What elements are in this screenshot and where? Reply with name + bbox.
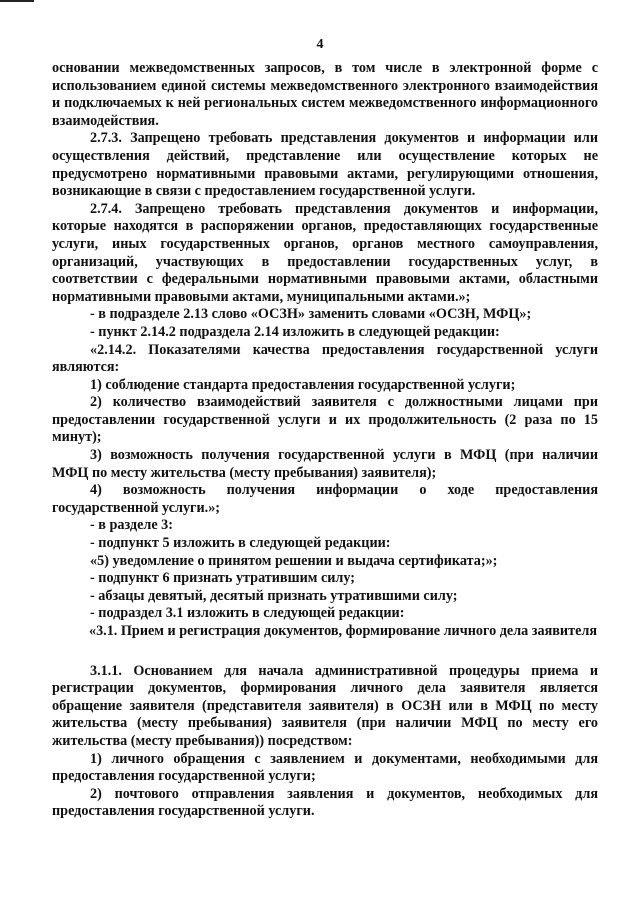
paragraph: - в подразделе 2.13 слово «ОСЗН» заменить словами «ОСЗН, МФЦ»; [90,306,532,323]
paragraph: основании межведомственных запросов, в том числе в электронной форме с использованием единой системы межведомственного электронного взаимодействия и подключаемых к ней региональных систем межведомственного информационного взаимодействия. [52,60,598,129]
paragraph: - в разделе 3: [90,517,174,534]
page-number: 4 [316,37,324,52]
paragraph: 4) возможность получения информации о ходе предоставления государственной услуги.»; [52,482,598,516]
paragraph: 2) количество взаимодействий заявителя с должностными лицами при предоставлении государственной услуги и их продолжительность (2 раза по 15 минут); [52,394,598,446]
paragraph: 1) личного обращения с заявлением и документами, необходимыми для предоставления государственной услуги; [52,750,598,785]
paragraph: - абзацы девятый, десятый признать утратившими силу; [90,587,458,604]
paragraph: 2.7.4. Запрещено требовать представления документов и информации, которые находятся в распоряжении органов, предоставляющих государственные услуги, иных государственных органов, органов местного самоуправления, организаций, участвующих в предоставлении государственных услуг, в соответствии с федеральными нормативными правовыми актами, областными нормативными правовыми актами, муниципальными актами.»; [52,200,598,305]
paragraph: 3.1.1. Основанием для начала административной процедуры приема и регистрации документов, формирования личного дела заявителя является обращение заявителя (представителя заявителя) в ОСЗН или в МФЦ по месту жительства (месту пребывания) заявителя (при наличии МФЦ по месту его жительства (месту пребывания)) посредством: [52,662,598,749]
section-heading: «3.1. Прием и регистрация документов, формирование личного дела заявителя [88,623,598,639]
paragraph: - пункт 2.14.2 подраздела 2.14 изложить в следующей редакции: [90,323,500,340]
paragraph: 2) почтового отправления заявления и документов, необходимых для предоставления государственной услуги. [52,785,598,820]
paragraph: 2.7.3. Запрещено требовать представления документов и информации или осуществления действий, представление или осуществление которых не предусмотрено нормативными правовыми актами, регулирующими отношения, возникающие в связи с предоставлением государственной услуги. [52,130,598,200]
paragraph: «5) уведомление о принятом решении и выдача сертификата;»; [90,552,498,569]
paragraph: - подраздел 3.1 изложить в следующей редакции: [90,605,405,622]
top-rule [0,0,34,2]
paragraph: «2.14.2. Показателями качества предоставления государственной услуги являются: [52,341,598,376]
paragraph: 3) возможность получения государственной услуги в МФЦ (при наличии МФЦ по месту жительства (месту пребывания) заявителя); [52,447,598,481]
document-body [52,60,598,821]
paragraph: - подпункт 5 изложить в следующей редакции: [90,535,391,552]
paragraph: - подпункт 6 признать утратившим силу; [90,570,356,587]
paragraph: 1) соблюдение стандарта предоставления государственной услуги; [90,376,516,393]
